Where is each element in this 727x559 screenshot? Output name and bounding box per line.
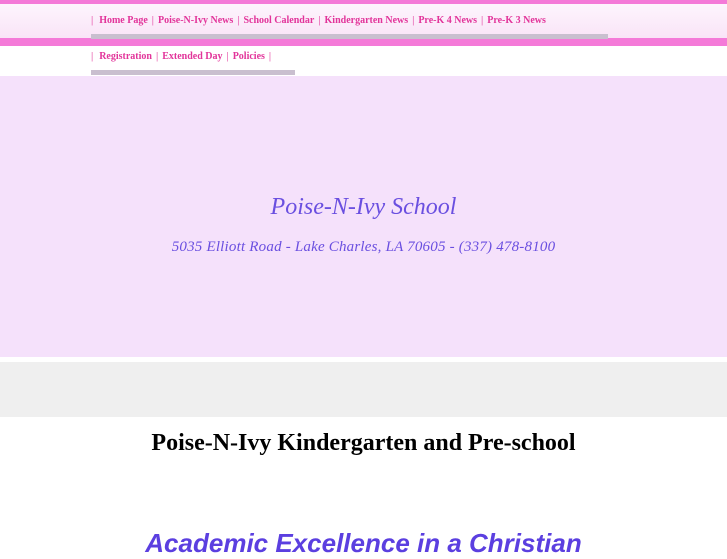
nav-link-extended-day[interactable]: Extended Day [162,50,223,62]
nav-row-1-underline [91,34,608,39]
nav-separator: | [151,14,154,26]
main-nav-row-1 [91,14,546,26]
school-title: Poise-N-Ivy School [270,194,457,220]
page-heading: Poise-N-Ivy Kindergarten and Pre-school [151,430,576,456]
nav-link-pre-k-4-news[interactable]: Pre-K 4 News [418,14,478,26]
nav-link-school-calendar[interactable]: School Calendar [243,14,315,26]
nav-separator: | [268,50,272,62]
gray-divider-band [0,362,727,417]
nav-link-poise-n-ivy-news[interactable]: Poise-N-Ivy News [158,14,234,26]
nav-link-registration[interactable]: Registration [99,50,152,62]
nav-separator: | [155,50,159,62]
nav-pink-band [0,38,727,46]
nav-separator: | [237,14,240,26]
tagline: Academic Excellence in a Christian [145,528,582,558]
nav-separator: | [412,14,415,26]
nav-separator: | [91,14,94,26]
nav-link-policies[interactable]: Policies [232,50,265,62]
nav-separator: | [318,14,321,26]
nav-separator: | [91,50,94,62]
nav-link-pre-k-3-news[interactable]: Pre-K 3 News [487,14,546,26]
nav-link-home-page[interactable]: Home Page [99,14,148,26]
nav-row-2-underline [91,70,295,75]
nav-separator: | [481,14,484,26]
nav-link-kindergarten-news[interactable]: Kindergarten News [324,14,409,26]
nav-separator: | [226,50,229,62]
main-nav-row-2 [91,50,275,62]
school-address: 5035 Elliott Road - Lake Charles, LA 70605 - (337) 478-8100 [171,239,556,255]
